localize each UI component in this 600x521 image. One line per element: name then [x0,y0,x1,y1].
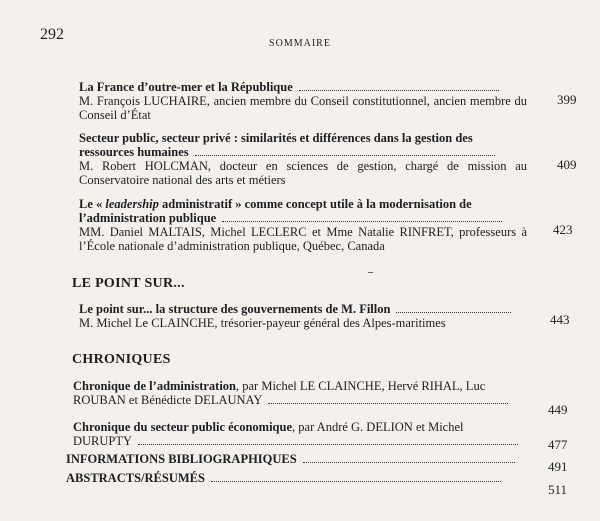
toc-entry-leadership [79,197,527,253]
entry-title [79,80,527,94]
entry-page-number: 491 [548,459,568,474]
entry-title-cont [79,211,527,225]
entry-title [79,197,527,211]
entry-title-text: Le point sur... la structure des gouvernements de M. Fillon [79,302,391,316]
entry-title-cont [79,145,527,159]
divider-mark [368,272,373,273]
entry-author: M. François LUCHAIRE, ancien membre du Conseil constitutionnel, ancien membre du Conseil d’État [79,94,527,122]
entry-authors-cont [73,434,521,448]
dot-leader [396,312,511,313]
entry-authors-line2: DURUPTY [73,434,133,448]
entry-title [79,302,527,316]
page-number: 292 [40,26,64,43]
toc-entry-abstracts [66,471,546,486]
section-heading-le-point-sur: LE POINT SUR... [72,276,185,291]
entry-title-text: La France d’outre-mer et la République [79,80,293,94]
entry-page-number: 477 [548,437,568,452]
entry-title-line [73,420,521,434]
entry-page-number: 443 [550,312,570,327]
dot-leader [195,155,495,156]
entry-authors-cont [73,393,521,407]
entry-author: M. Robert HOLCMAN, docteur en sciences de gestion, chargé de mission au Conservatoire national des arts et métiers [79,159,527,187]
toc-entry-chronique-administration [73,379,521,407]
entry-page-number: 409 [557,157,577,172]
toc-entry-secteur-public [79,131,527,187]
entry-title-line2: ressources humaines [79,145,189,159]
entry-title: ABSTRACTS/RÉSUMÉS [66,471,205,485]
entry-title-rest: administratif » comme concept utile à la modernisation de [162,197,472,211]
entry-page-number: 399 [557,92,577,107]
toc-entry-chronique-secteur-public [73,420,521,448]
entry-page-number: 511 [548,482,568,497]
entry-authors: , par Michel LE CLAINCHE, Hervé RIHAL, Luc [236,379,486,393]
entry-author: M. Michel Le CLAINCHE, trésorier-payeur général des Alpes-maritimes [79,316,446,330]
running-head: SOMMAIRE [269,38,331,49]
dot-leader [211,481,501,482]
entry-authors: , par André G. DELION et Michel [292,420,464,434]
entry-title-line [73,379,521,393]
dot-leader [268,403,508,404]
toc-entry-point-sur [79,302,527,330]
toc-entry-france-outre-mer [79,80,527,122]
dot-leader [138,444,518,445]
entry-title-prefix: Le « [79,197,103,211]
entry-title: Chronique du secteur public économique [73,420,293,434]
entry-title-line2: l’administration publique [79,211,217,225]
entry-title [79,131,527,145]
entry-title-line1: Secteur public, secteur privé : similarités et différences dans la gestion des [79,131,473,145]
entry-author: MM. Daniel MALTAIS, Michel LECLERC et Mme Natalie RINFRET, professeurs à l’École nationale d’administration publique, Québec, Canada [79,225,527,253]
dot-leader [303,462,515,463]
entry-title: INFORMATIONS BIBLIOGRAPHIQUES [66,452,297,466]
entry-title: Chronique de l’administration [73,379,236,393]
entry-title-italic: leadership [105,197,159,211]
entry-page-number: 423 [553,222,573,237]
section-heading-chroniques: CHRONIQUES [72,352,171,367]
toc-entry-informations [66,452,546,467]
entry-page-number: 449 [548,402,568,417]
dot-leader [299,90,499,91]
dot-leader [222,221,502,222]
entry-authors-line2: ROUBAN et Bénédicte DELAUNAY [73,393,263,407]
